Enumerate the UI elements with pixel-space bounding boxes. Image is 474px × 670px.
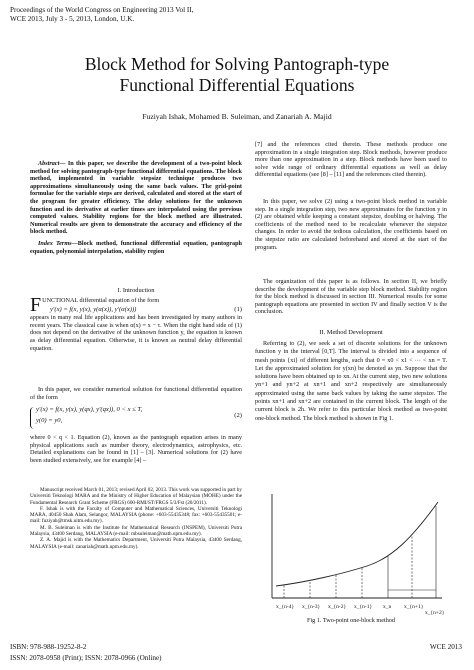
footnotes [30, 487, 242, 550]
mesh-ticks [284, 506, 436, 598]
equation-2-line2: y(0) = y0, [36, 417, 63, 424]
label-xn-4: x_{n-4} [276, 604, 295, 610]
footer-issn: ISSN: 2078-0958 (Print); ISSN: 2078-0966 (Online) [10, 654, 162, 662]
equation-1-body: y′(x) = f(x, y(x), y(α(x)), y′(α(x))) [50, 305, 137, 313]
right-paragraph-3: The organization of this paper is as follows. In section II, we briefly describe the development of the variable step block method. Stability region for the block method is discussed in section III. Numerical results for some pantograph equations are presented in section IV and finally section V is the conclusion. [255, 278, 447, 316]
label-xn-3: x_{n-3} [302, 604, 321, 610]
proceedings-header [10, 6, 193, 23]
label-xn-2: x_{n-2} [328, 604, 347, 610]
footnote-manuscript: Manuscript received March 01, 2013; revised April 02, 2013. This work was supported in part by Universiti Teknologi MARA and the Ministry of Higher Education of Malaysian (MOHE) under the Fundamental Research Grant Scheme (FRGS) 600-RMI/ST/FRGS 5/3/Fst (20/2011). [30, 487, 242, 506]
equation-2 [30, 406, 242, 432]
figure-block-method [262, 490, 447, 615]
section-heading-introduction: I. Introduction [117, 287, 155, 294]
intro-paragraph-2: In this paper, we consider numerical solution for functional differential equation of the form [30, 386, 242, 401]
intro-paragraph-1 [30, 294, 242, 352]
label-xn: x_n [383, 604, 392, 610]
header-line1: Proceedings of the World Congress on Engineering 2013 Vol II, [10, 6, 194, 14]
title-line2: Functional Differential Equations [119, 75, 355, 95]
right-paragraph-1: [7] and the references cited therein. These methods produce one approximation in a single integration step. Block methods, however produce more than one approximation in a step. Block methods have been used to solve wide range of ordinary differential equations as well as delay differential equations (see [8] – [11] and the references cited therein). [255, 141, 447, 179]
equation-2-number: (2) [234, 412, 242, 419]
intro-p1-start: UNCTIONAL differential equation of the form [42, 297, 160, 304]
footnote-author-majid: Z. A. Majid is with the Mathematics Department, Universiti Putra Malaysia, 43400 Serdang, MALAYSIA (e-mail: zanariah@math.upm.edu.my). [30, 537, 242, 550]
footer-conference: WCE 2013 [429, 643, 462, 651]
abstract-label: Abstract [38, 160, 60, 167]
footer-isbn: ISBN: 978-988-19252-8-2 [10, 643, 87, 651]
equation-1-number: (1) [234, 305, 242, 313]
equation-1 [50, 306, 242, 314]
section-heading-method: II. Method Development [319, 329, 383, 336]
solution-curve [276, 502, 438, 586]
intro-p1-rest: appears in many real life applications and has been investigated by many authors in recent years. The classical case is when α(x) = x − τ. When the right hand side of (1) does not depend on the derivative of the unknown function y, the equation is known as delay differential equation. Otherwise, it is known as neutral delay differential equation. [30, 314, 242, 352]
right-paragraph-2: In this paper, we solve (2) using a two-point block method in variable step. In a single integration step, two new approximates for the function y in (2) are obtained while keeping a constant stepsize, doubling or halving. The coefficients of the method need to be recalculate whenever the stepsize changes. In order to avoid the tedious calculation, the coefficients based on the stepsize ratio are calculated beforehand and stored at the start of the program. [255, 198, 447, 251]
figure-caption: Fig 1. Two-point one-block method [307, 617, 395, 624]
author-list: Fuziyah Ishak, Mohamed B. Suleiman, and Zanariah A. Majid [142, 112, 332, 121]
index-terms [30, 240, 242, 255]
label-xn+2: x_{n+2} [425, 610, 445, 615]
footnote-author-suleiman: M. B. Suleiman is with the Institute for Mathematical Research (INSPEM), Universiti Putra Malaysia, 43400 Serdang, MALAYSIA (e-mail: mbsuleiman@math.upm.edu.my). [30, 524, 242, 538]
title-line1: Block Method for Solving Pantograph-type [84, 54, 390, 74]
index-terms-label: Index Terms [38, 240, 72, 247]
abstract-text: — In this paper, we describe the development of a two-point block method for solving pantograph-type functional differential equations. The block method, implemented in variable stepsize technique produces two approximations simultaneously using the same back values. The grid-point formulae for the variable steps are derived, calculated and stored at the start of the program for greater efficiency. The delay solutions for the unknown function and its derivative at earlier times are interpolated using the previous computed values. Stability regions for the block method are illustrated. Numerical results are given to demonstrate the accuracy and efficiency of the block method. [30, 160, 242, 236]
equation-2-line1: y′(x) = f(x, y(x), y(qx), y′(qx)), 0 < x ≤ T, [36, 406, 143, 413]
intro-paragraph-3: where 0 < q < 1. Equation (2), known as the pantograph equation arises in many physical applications such as number theory, electrodynamics, astrophysics, etc. Detailed explanations can be found in [1] – [3]. Numerical solutions for (2) have been studied extensively, see for example [4] – [30, 434, 242, 464]
dropcap: F [30, 294, 42, 316]
equation-2-brace [30, 407, 35, 429]
footnote-author-ishak: F. Ishak is with the Faculty of Computer and Mathematical Sciences, Universiti Teknologi MARA, 40450 Shah Alam, Selangor, MALAYSIA (phone: +603-55435348; fax: +603-55435501; e-mail: fuziyah@tmsk.uitm.edu.my). [30, 505, 242, 525]
abstract [30, 160, 242, 236]
label-xn+1: x_{n+1} [404, 604, 424, 610]
paper-title [0, 54, 474, 96]
label-xn-1: x_{n-1} [354, 604, 373, 610]
right-paragraph-4: Referring to (2), we seek a set of discrete solutions for the unknown function y in the interval [0,T]. The interval is divided into a sequence of mesh points {xi} of different lengths, such that 0 = x0 < x1 < ··· < xn = T. Let the approximated solution for y(xn) be denoted as yn. Suppose that the solutions have been obtained up to xn. At the current step, two new solutions yn+1 and yn+2 at xn+1 and xn+2 respectively are simultaneously approximated using the same back values by taking the same stepsize. The points xn+1 and xn+2 are contained in the current block. The length of the current block is 2h. We refer to this particular block method as two-point one-block method. The block method is shown in Fig 1. [255, 340, 447, 422]
header-line2: WCE 2013, July 3 - 5, 2013, London, U.K. [10, 14, 135, 23]
index-terms-text: —Block method, functional differential equation, pantograph equation, polynomial interpolation, stability region [30, 240, 242, 255]
axis-labels [276, 604, 445, 615]
